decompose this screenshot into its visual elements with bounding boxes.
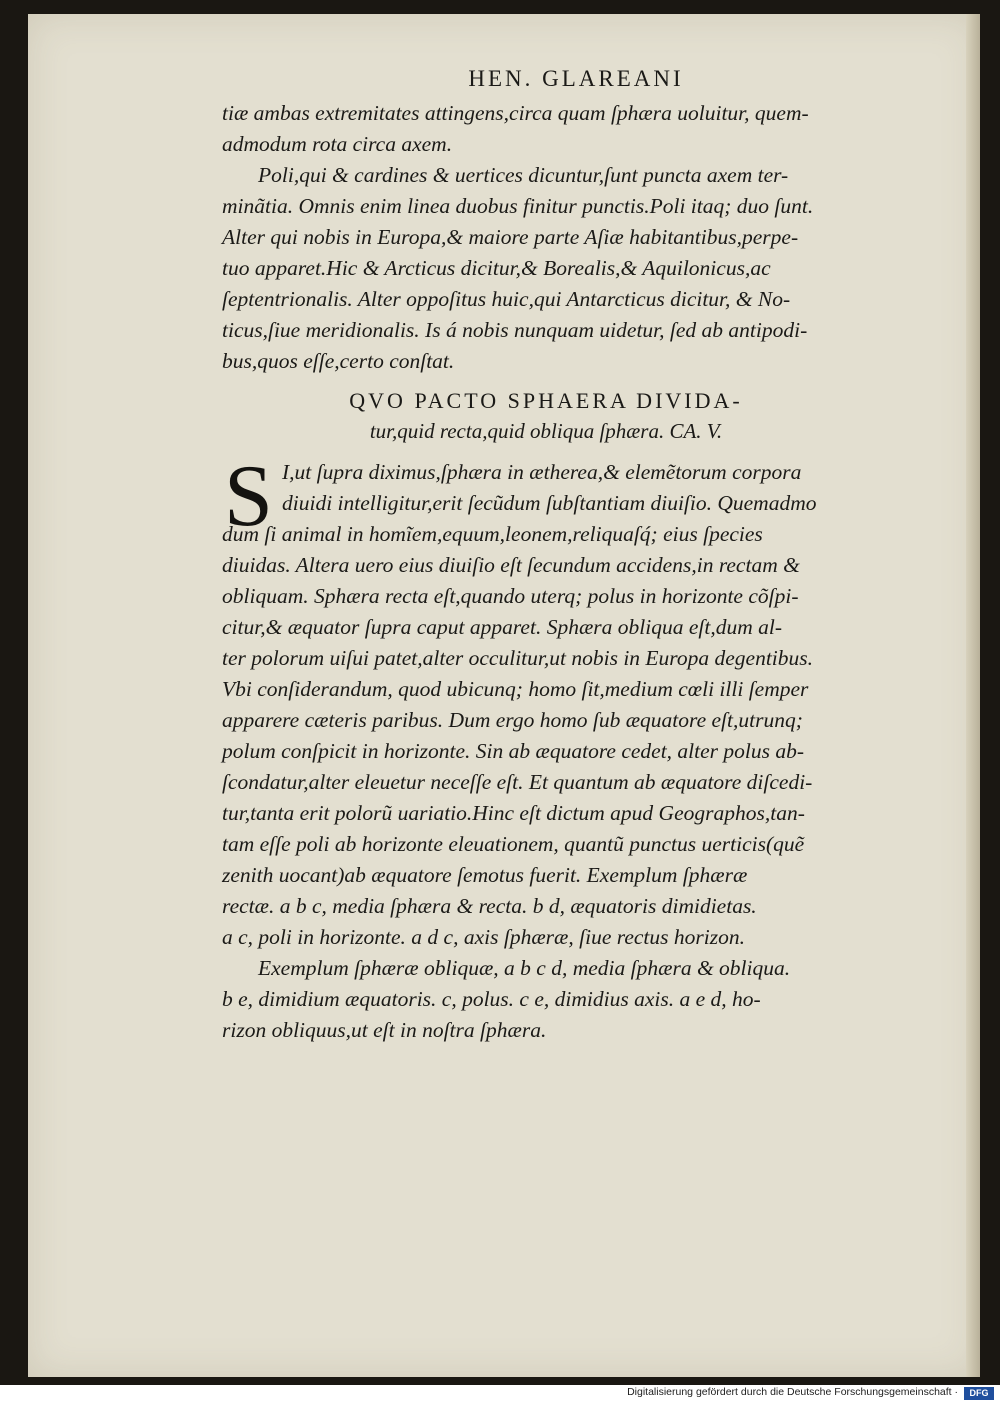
drop-cap: S xyxy=(224,448,273,545)
text-block xyxy=(222,64,870,1046)
text-line: tuo apparet.Hic & Arcticus dicitur,& Borealis,& Aquilonicus,ac xyxy=(222,256,771,280)
text-line: Exemplum ſphæræ obliquæ, a b c d, media ſphæra & obliqua. xyxy=(258,956,791,980)
chapter-heading xyxy=(222,385,870,447)
text-line: diuidi intelligitur,erit ſecũdum ſubſtantiam diuiſio. Quemadmo xyxy=(282,491,817,515)
text-line: Alter qui nobis in Europa,& maiore parte Aſiæ habitantibus,perpe- xyxy=(222,225,799,249)
text-line: tiæ ambas extremitates attingens,circa quam ſphæra uoluitur, quem- xyxy=(222,101,809,125)
dfg-logo-icon: DFG xyxy=(964,1387,994,1400)
text-line: polum conſpicit in horizonte. Sin ab æquatore cedet, alter polus ab- xyxy=(222,739,805,763)
text-line: I,ut ſupra diximus,ſphæra in ætherea,& elemẽtorum corpora xyxy=(282,460,802,484)
text-line: tur,tanta erit polorũ uariatio.Hinc eſt dictum apud Geographos,tan- xyxy=(222,801,805,825)
text-line: dum ſi animal in homĩem,equum,leonem,reliquaſq́; eius ſpecies xyxy=(222,522,763,546)
text-line: Poli,qui & cardines & uertices dicuntur,ſunt puncta axem ter- xyxy=(258,163,789,187)
text-line: tam eſſe poli ab horizonte eleuationem, quantũ punctus uerticis(quẽ xyxy=(222,832,805,856)
digitization-credit: Digitalisierung gefördert durch die Deutsche Forschungsgemeinschaft · xyxy=(627,1386,958,1398)
chapter-subtitle: tur,quid recta,quid obliqua ſphæra. CA. V. xyxy=(369,419,723,443)
text-line: Vbi conſiderandum, quod ubicunq; homo ſit,medium cœli illi ſemper xyxy=(222,677,809,701)
text-line: apparere cæteris paribus. Dum ergo homo ſub æquatore eſt,utrunq; xyxy=(222,708,803,732)
text-line: ter polorum uiſui patet,alter occulitur,ut nobis in Europa degentibus. xyxy=(222,646,814,670)
text-line: rectæ. a b c, media ſphæra & recta. b d, æquatoris dimidietas. xyxy=(222,894,757,918)
page-edge xyxy=(966,14,980,1377)
text-line: admodum rota circa axem. xyxy=(222,132,453,156)
text-line: a c, poli in horizonte. a d c, axis ſphæræ, ſiue rectus horizon. xyxy=(222,925,745,949)
text-line: diuidas. Altera uero eius diuiſio eſt ſecundum accidens,in rectam & xyxy=(222,553,800,577)
chapter-paragraph xyxy=(222,448,870,1046)
running-head: HEN. GLAREANI xyxy=(468,66,684,91)
text-line: minãtia. Omnis enim linea duobus finitur punctis.Poli itaq; duo ſunt. xyxy=(222,194,814,218)
text-line: ſcondatur,alter eleuetur neceſſe eſt. Et quantum ab æquatore diſcedi- xyxy=(222,770,813,794)
text-line: ſeptentrionalis. Alter oppoſitus huic,qui Antarcticus dicitur, & No- xyxy=(222,287,791,311)
text-line: zenith uocant)ab æquatore ſemotus fuerit. Exemplum ſphæræ xyxy=(222,863,748,887)
text-line: bus,quos eſſe,certo conſtat. xyxy=(222,349,455,373)
text-line: citur,& æquator ſupra caput apparet. Sphæra obliqua eſt,dum al- xyxy=(222,615,782,639)
text-line: obliquam. Sphæra recta eſt,quando uterq; polus in horizonte cõſpi- xyxy=(222,584,799,608)
text-line: b e, dimidium æquatoris. c, polus. c e, dimidius axis. a e d, ho- xyxy=(222,987,761,1011)
text-line: rizon obliquus,ut eſt in noſtra ſphæra. xyxy=(222,1018,547,1042)
digitization-credit-bar xyxy=(0,1385,1000,1403)
text-line: ticus,ſiue meridionalis. Is á nobis nunquam uidetur, ſed ab antipodi- xyxy=(222,318,808,342)
chapter-title: QVO PACTO SPHAERA DIVIDA- xyxy=(349,388,743,413)
